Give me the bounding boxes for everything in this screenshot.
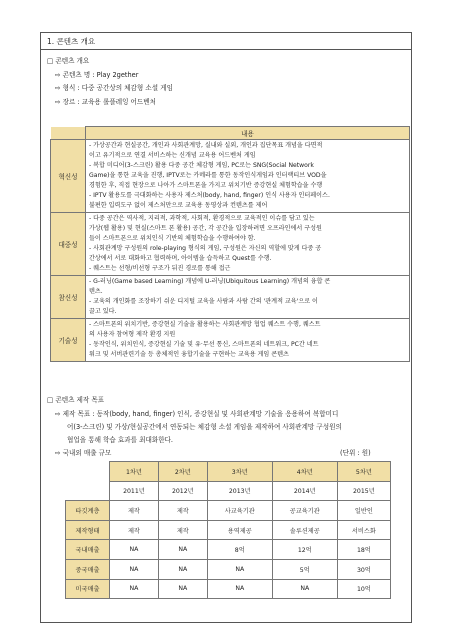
novelty-desc	[86, 276, 410, 319]
goal-line-2: 어(3-스크린) 및 가상/현실공간에서 연동되는 체감형 소셜 게임을 제작하여 사회관계망 구성원의	[67, 423, 342, 431]
innovation-line: 불편한 입력도구 없이 제스처만으로 교육용 동영상과 컨텐츠를 제어	[89, 202, 268, 209]
year-header: 4차년	[272, 462, 337, 482]
table-cell: 제작	[158, 501, 207, 521]
row-label-china: 중국매출	[66, 559, 110, 579]
innovation-line: - IPTV 활용도를 극대화하는 사용자 제스처(body, hand, finger) 인식 사용자 인터페이스.	[89, 192, 330, 199]
table-cell: NA	[158, 540, 207, 560]
table-cell: 5억	[272, 559, 337, 579]
table-cell: 공교육기관	[272, 501, 337, 521]
category-technology: 기술성	[51, 319, 86, 362]
content-table	[50, 126, 410, 362]
innovation-line: 이고 유기적으로 연결 서비스하는 신개념 교육용 어드벤처 게임	[89, 152, 256, 159]
category-popularity: 대중성	[51, 213, 86, 276]
year-header: 1차년	[110, 462, 159, 482]
calendar-year: 2012년	[158, 481, 207, 501]
table-cell: NA	[110, 559, 159, 579]
table-cell: NA	[207, 579, 272, 599]
sales-table-corner	[66, 462, 110, 501]
overview-item-format: ⇨ 형식 : 다중 공간상의 체감형 소셜 게임	[55, 84, 173, 92]
calendar-year: 2011년	[110, 481, 159, 501]
content-table-corner	[51, 127, 86, 140]
table-cell: NA	[110, 540, 159, 560]
innovation-desc	[86, 140, 410, 213]
popularity-desc	[86, 213, 410, 276]
table-cell: 제작	[110, 501, 159, 521]
table-cell: NA	[158, 579, 207, 599]
popularity-line: - 퀘스트는 선형/비선형 구조가 뒤진 경로를 통해 접근	[89, 265, 231, 272]
category-innovation: 혁신성	[51, 140, 86, 213]
innovation-line: Game)을 통한 교육을 진행, IPTV로는 카메라를 통한 동작인식게임과 인터랙티브 VOD을	[89, 172, 327, 179]
table-cell: NA	[158, 559, 207, 579]
goal-line-1: ⇨ 제작 목표 : 동작(body, hand, finger) 인식, 증강현실 및 사회관계망 기술을 응용하여 복합미디	[55, 410, 339, 418]
novelty-line: 텐츠.	[89, 288, 103, 295]
innovation-line: - 복합 미디어(3-스크린) 활용 다중 공간 체감형 게임, PC로는 SNG(Social Network	[89, 162, 314, 169]
table-cell: 제작	[158, 520, 207, 540]
technology-line: 의 사용자 참여형 제작 환경 지원	[89, 331, 176, 338]
goal-line-3: 협업을 통해 학습 효과를 최대화한다.	[67, 436, 174, 444]
calendar-year: 2015년	[337, 481, 390, 501]
table-cell: 8억	[207, 540, 272, 560]
innovation-line: - 가상공간과 현실공간, 개인과 사회관계망, 실내와 실외, 개인과 집단목표 개념을 다면적	[89, 142, 323, 149]
category-novelty: 참신성	[51, 276, 86, 319]
sales-label: ⇨ 국내외 매출 규모	[55, 449, 112, 457]
content-table-header: 내용	[86, 127, 410, 140]
table-cell: 용역제공	[207, 520, 272, 540]
popularity-line: - 다중 공간은 역사적, 지리적, 과학적, 사회적, 환경적으로 교육적인 이슈를 담고 있는	[89, 215, 315, 222]
calendar-year: 2013년	[207, 481, 272, 501]
calendar-year: 2014년	[272, 481, 337, 501]
popularity-line: 가상(웹 활용) 및 현실(스마트 폰 활용) 공간, 각 공간을 입장하려면 오프라인에서 구성원	[89, 225, 322, 232]
row-label-form: 제작형태	[66, 520, 110, 540]
popularity-line: 들이 스마트폰으로 위치인식 기반의 체험학습을 수행하여야 함.	[89, 235, 256, 242]
year-header: 5차년	[337, 462, 390, 482]
table-cell: 12억	[272, 540, 337, 560]
technology-line: - 동작인식, 위치인식, 증강현실 기술 및 유·무선 통신, 스마트폰의 네트워크, PC간 네트	[89, 341, 319, 348]
table-cell: 솔루션제공	[272, 520, 337, 540]
section-title: 1. 콘텐츠 개요	[41, 33, 411, 50]
technology-line: - 스마트폰의 위치기반, 증강현실 기술을 활용하는 사회관계망 협업 퀘스트 수행, 퀘스트	[89, 321, 321, 328]
overview-item-genre: ⇨ 장르 : 교육용 롤플레잉 어드벤처	[55, 98, 157, 106]
year-header: 2차년	[158, 462, 207, 482]
technology-line: 워크 및 서버관련기술 등 총체적인 융합기술을 구현하는 교육용 게임 콘텐츠	[89, 351, 289, 358]
row-label-usa: 미국매출	[66, 579, 110, 599]
table-cell: 30억	[337, 559, 390, 579]
sales-table	[65, 461, 391, 599]
table-cell: 서비스화	[337, 520, 390, 540]
goal-heading: □ 콘텐츠 제작 목표	[47, 396, 105, 404]
table-cell: 제작	[110, 520, 159, 540]
table-cell: NA	[272, 579, 337, 599]
innovation-line: 경험한 후, 직접 현장으로 나아가 스마트폰을 가지고 위치기반 증강현실 체험학습을 수행	[89, 182, 323, 189]
row-label-target: 타깃계층	[66, 501, 110, 521]
overview-item-name: ⇨ 콘텐츠 명 : Play 2gether	[55, 71, 139, 79]
row-label-domestic: 국내매출	[66, 540, 110, 560]
table-cell: 사교육기관	[207, 501, 272, 521]
table-cell: NA	[110, 579, 159, 599]
table-cell: NA	[207, 559, 272, 579]
year-header: 3차년	[207, 462, 272, 482]
novelty-line: - G-러닝(Game based Learning) 개념에 U-러닝(Ubiquitous Learning) 개념의 융합 콘	[89, 278, 331, 285]
table-cell: 18억	[337, 540, 390, 560]
popularity-line: 간상에서 서로 대화하고 협력하며, 아이템을 습득하고 Quest를 수행.	[89, 255, 272, 262]
technology-desc	[86, 319, 410, 362]
overview-heading: □ 콘텐츠 개요	[47, 57, 90, 65]
novelty-line: - 교육의 개인화를 조장하기 쉬운 디지털 교육을 사람과 사람 간의 '관계적 교육'으로 이	[89, 298, 318, 305]
table-cell: 10억	[337, 579, 390, 599]
novelty-line: 끌고 있다.	[89, 308, 117, 315]
popularity-line: - 사회관계망 구성원의 role-playing 형식의 게임, 구성원은 자신의 역할에 맞게 다중 공	[89, 245, 322, 252]
sales-unit: (단위 : 원)	[340, 449, 371, 457]
table-cell: 일반인	[337, 501, 390, 521]
